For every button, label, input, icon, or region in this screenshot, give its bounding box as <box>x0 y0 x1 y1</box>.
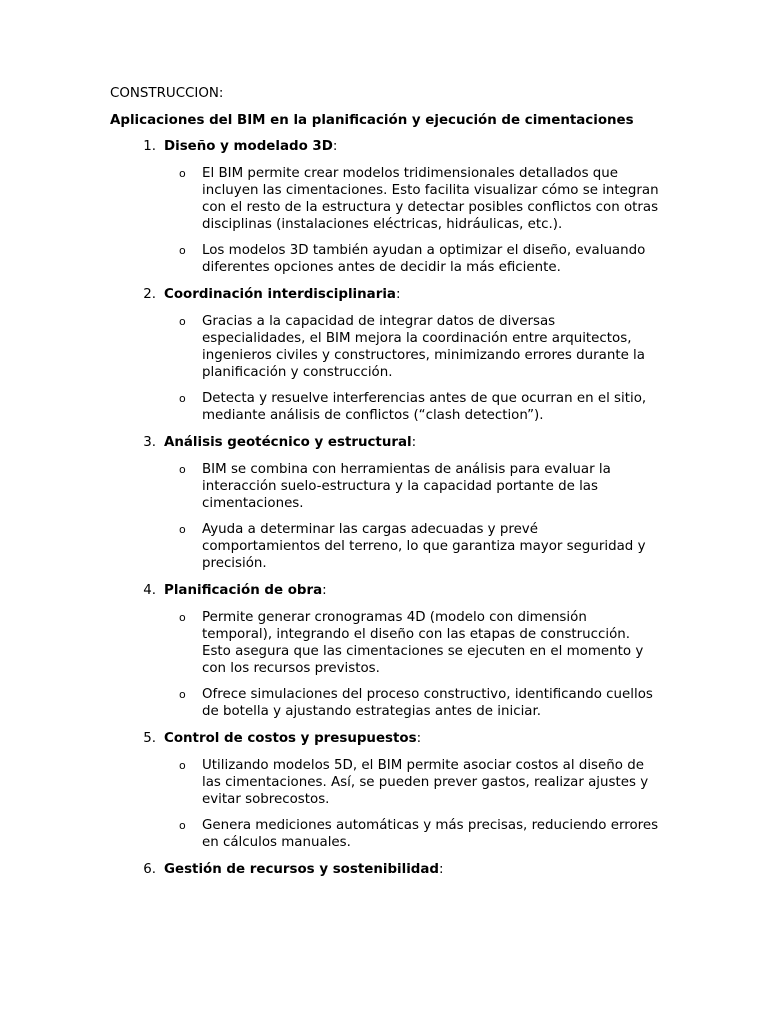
bullet-item <box>110 609 670 677</box>
bullet-marker-icon: o <box>179 759 186 772</box>
bullet-item <box>110 165 670 233</box>
document-page <box>110 85 670 888</box>
list-item-heading <box>110 861 670 878</box>
section-title-colon: : <box>395 287 401 302</box>
bullet-marker-icon: o <box>179 688 186 701</box>
section-title: Planificación de obra <box>164 583 323 598</box>
list-number <box>110 434 156 451</box>
bullet-marker-icon: o <box>179 244 186 257</box>
bullet-text: Ofrece simulaciones del proceso constructivo, identificando cuellos de botella y ajustando estrategias antes de iniciar. <box>202 687 653 719</box>
list-item-heading <box>110 582 670 599</box>
bullet-text: Utilizando modelos 5D, el BIM permite asociar costos al diseño de las cimentaciones. Así, se pueden prever gastos, realizar ajustes y evitar sobrecostos. <box>202 758 649 807</box>
bullet-text: Permite generar cronogramas 4D (modelo con dimensión temporal), integrando el diseño con las etapas de construcción. Esto asegura que las cimentaciones se ejecuten en el momento y con los recursos previstos. <box>202 610 644 676</box>
list-number-text: 6. <box>143 862 156 877</box>
bullet-text: BIM se combina con herramientas de análisis para evaluar la interacción suelo-estructura y la capacidad portante de las cimentaciones. <box>202 462 611 511</box>
list-number <box>110 582 156 599</box>
section-title-colon: : <box>416 731 422 746</box>
section-title-colon: : <box>332 139 338 154</box>
section-title-colon: : <box>439 862 444 877</box>
section-label: CONSTRUCCION: <box>110 86 224 101</box>
bullet-item <box>110 817 670 851</box>
section-title-colon: : <box>411 435 417 450</box>
bullet-item <box>110 313 670 381</box>
section-list <box>110 138 670 878</box>
section-heading <box>156 582 327 599</box>
bullet-text: El BIM permite crear modelos tridimensionales detallados que incluyen las cimentaciones. Esto facilita visualizar cómo se integran con el resto de la estructura y detectar posibles conflictos con otras disciplinas (instalaciones eléctricas, hidráulicas, etc.). <box>202 166 659 232</box>
section-title: Análisis geotécnico y estructural <box>164 435 412 450</box>
list-number-text: 5. <box>143 731 156 746</box>
section-title: Gestión de recursos y sostenibilidad <box>164 862 440 877</box>
section-title: Coordinación interdisciplinaria <box>164 287 396 302</box>
bullet-list <box>110 461 670 572</box>
bullet-text: Gracias a la capacidad de integrar datos de diversas especialidades, el BIM mejora la coordinación entre arquitectos, ingenieros civiles y constructores, minimizando errores durante la planificación y construcción. <box>202 314 645 380</box>
list-number <box>110 730 156 747</box>
section-title: Diseño y modelado 3D <box>164 139 333 154</box>
bullet-marker-icon: o <box>179 463 186 476</box>
list-number-text: 4. <box>143 583 156 598</box>
list-item-heading <box>110 434 670 451</box>
bullet-item <box>110 461 670 512</box>
bullet-text: Genera mediciones automáticas y más precisas, reduciendo errores en cálculos manuales. <box>202 818 659 850</box>
list-item-heading <box>110 138 670 155</box>
bullet-item <box>110 757 670 808</box>
bullet-list <box>110 609 670 720</box>
document-title: Aplicaciones del BIM en la planificación y ejecución de cimentaciones <box>110 113 634 128</box>
bullet-item <box>110 390 670 424</box>
list-item-heading <box>110 286 670 303</box>
section-heading <box>156 861 444 878</box>
list-number <box>110 286 156 303</box>
section-heading <box>156 434 416 451</box>
list-item-heading <box>110 730 670 747</box>
bullet-text: Detecta y resuelve interferencias antes de que ocurran en el sitio, mediante análisis de conflictos (“clash detection”). <box>202 391 647 423</box>
bullet-text: Los modelos 3D también ayudan a optimizar el diseño, evaluando diferentes opciones antes de decidir la más eficiente. <box>202 243 646 275</box>
section-title-colon: : <box>322 583 327 598</box>
list-number <box>110 861 156 878</box>
section-heading <box>156 138 337 155</box>
section-title: Control de costos y presupuestos <box>164 731 417 746</box>
bullet-marker-icon: o <box>179 819 186 832</box>
bullet-list <box>110 757 670 851</box>
list-number-text: 3. <box>143 435 156 450</box>
list-number <box>110 138 156 155</box>
bullet-marker-icon: o <box>179 392 186 405</box>
section-heading <box>156 286 400 303</box>
list-number-text: 2. <box>143 287 156 302</box>
bullet-list <box>110 313 670 424</box>
bullet-item <box>110 521 670 572</box>
bullet-marker-icon: o <box>179 523 186 536</box>
bullet-marker-icon: o <box>179 315 186 328</box>
bullet-list <box>110 165 670 276</box>
bullet-text: Ayuda a determinar las cargas adecuadas y prevé comportamientos del terreno, lo que garantiza mayor seguridad y precisión. <box>202 522 646 571</box>
list-number-text: 1. <box>143 139 156 154</box>
bullet-item <box>110 242 670 276</box>
bullet-item <box>110 686 670 720</box>
section-heading <box>156 730 421 747</box>
bullet-marker-icon: o <box>179 611 186 624</box>
bullet-marker-icon: o <box>179 167 186 180</box>
